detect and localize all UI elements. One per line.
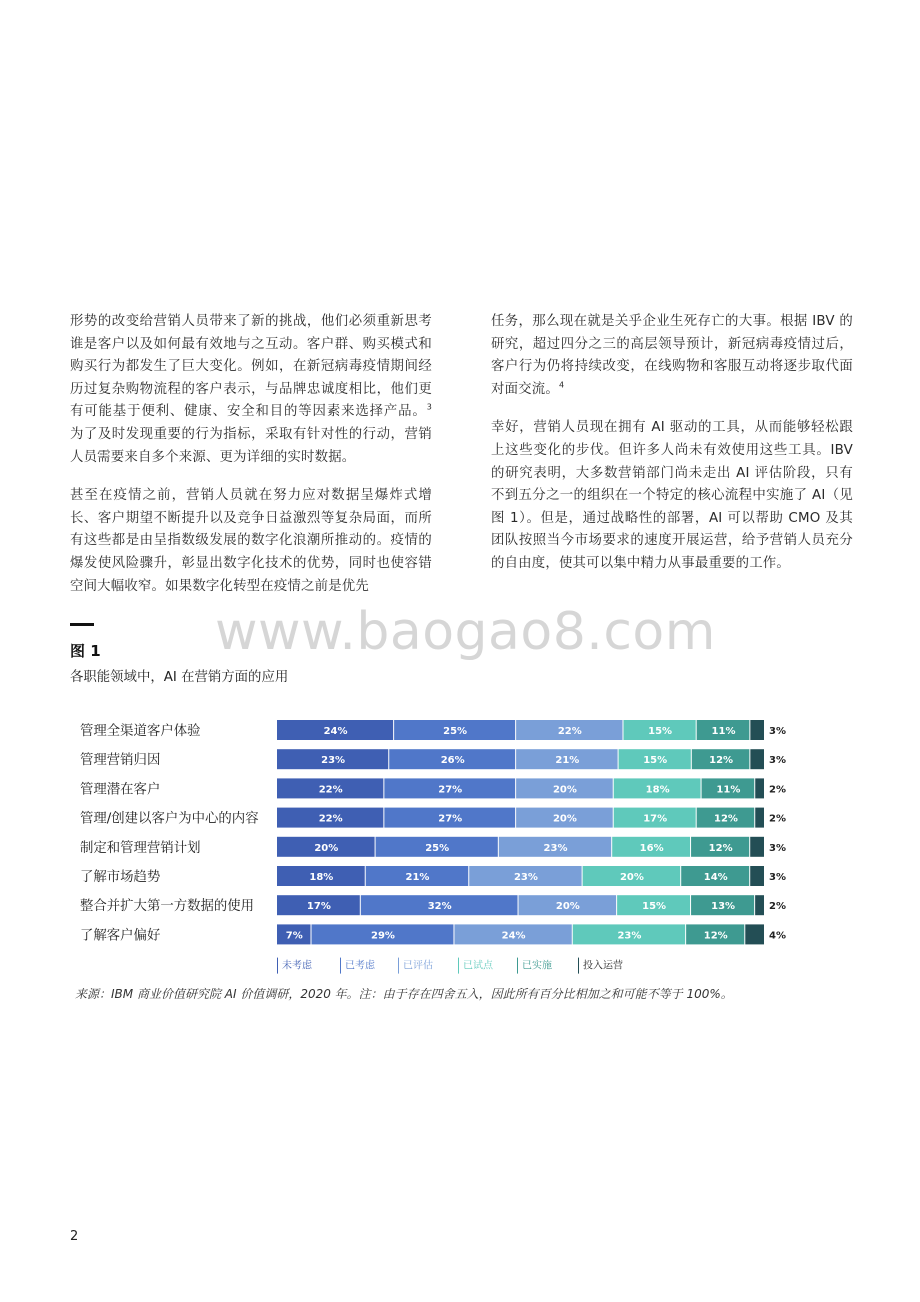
data-label: 18% <box>309 872 334 883</box>
data-label: 16% <box>639 842 664 854</box>
data-label: 20% <box>314 842 339 854</box>
data-label: 11% <box>711 726 736 737</box>
legend-marker <box>458 958 459 974</box>
data-label: 24% <box>501 930 526 942</box>
category-label: 管理全渠道客户体验 <box>80 724 201 739</box>
data-label: 17% <box>643 813 668 825</box>
footnote-ref: 3 <box>426 402 432 412</box>
legend-label: 已试点 <box>463 960 493 972</box>
data-label: 17% <box>306 901 331 913</box>
bar-segment <box>755 895 764 915</box>
data-label: 11% <box>716 784 741 796</box>
data-label: 23% <box>321 755 346 767</box>
legend-marker <box>277 958 278 974</box>
category-label: 整合并扩大第一方数据的使用 <box>80 899 255 915</box>
data-label: 12% <box>708 842 733 854</box>
bar-segment <box>755 778 764 798</box>
page-number: 2 <box>70 1229 79 1244</box>
data-label: 15% <box>643 755 668 767</box>
data-label: 29% <box>371 930 395 942</box>
data-label: 12% <box>709 755 734 767</box>
data-label: 27% <box>438 784 463 796</box>
bar-segment <box>745 924 764 944</box>
data-label: 7% <box>285 930 303 942</box>
data-label: 22% <box>318 813 343 825</box>
bar-segment <box>755 808 764 828</box>
data-label: 3% <box>769 842 786 854</box>
data-label: 14% <box>703 872 728 883</box>
data-label: 25% <box>425 842 450 854</box>
category-label: 管理潜在客户 <box>80 782 161 798</box>
category-label: 了解客户偏好 <box>80 928 161 944</box>
legend-marker <box>398 958 399 974</box>
data-label: 2% <box>769 784 786 796</box>
legend-marker <box>517 958 518 974</box>
data-label: 3% <box>769 872 786 883</box>
legend-label: 投入运营 <box>583 960 623 972</box>
data-label: 32% <box>427 901 452 913</box>
data-label: 23% <box>513 872 538 883</box>
data-label: 2% <box>769 813 786 825</box>
body-paragraph: 幸好，营销人员现在拥有 AI 驱动的工具，从而能够轻松跟上这些变化的步伐。但许多人尚未有效使用这些工具。IBV 的研究表明，大多数营销部门尚未走出 AI 评估阶段，只有不到五分之一的组织在一个特定的核心流程中实施了 AI（见图 1）。但是，通过战略性的部署，AI 可以帮助 CMO 及其团队按照当今市场要求的速度开展运营，给予营销人员充分的自由度，使其可以集中精力从事最重要的工作。 <box>491 420 853 571</box>
bar-segment <box>750 720 764 740</box>
category-label: 管理营销归因 <box>80 753 161 769</box>
data-label: 26% <box>440 755 465 767</box>
data-label: 24% <box>323 726 348 737</box>
data-label: 20% <box>619 872 644 883</box>
data-label: 12% <box>703 930 728 942</box>
data-label: 25% <box>443 726 468 737</box>
bar-segment <box>750 837 764 857</box>
data-label: 3% <box>769 726 786 737</box>
data-label: 3% <box>769 755 786 767</box>
data-label: 4% <box>769 930 786 942</box>
data-label: 20% <box>552 784 577 796</box>
data-label: 20% <box>555 901 580 913</box>
source-note: 来源：IBM 商业价值研究院 AI 价值调研，2020 年。注：由于存在四舍五入，因此所有百分比相加之和可能不等于 100%。 <box>75 987 733 1001</box>
legend-label: 未考虑 <box>282 960 312 972</box>
category-label: 了解市场趋势 <box>80 870 161 885</box>
legend-label: 已实施 <box>522 960 552 972</box>
legend-label: 已评估 <box>403 960 433 972</box>
data-label: 20% <box>552 813 577 825</box>
legend-label: 已考虑 <box>345 960 375 972</box>
footnote-ref: 4 <box>558 380 565 390</box>
data-label: 22% <box>557 726 582 737</box>
bar-segment <box>750 749 764 769</box>
data-label: 22% <box>318 784 343 796</box>
data-label: 23% <box>617 930 642 942</box>
data-label: 21% <box>405 872 430 883</box>
data-label: 12% <box>713 813 738 825</box>
category-label: 制定和管理营销计划 <box>80 840 201 856</box>
data-label: 21% <box>555 755 580 767</box>
data-label: 2% <box>769 901 786 913</box>
data-label: 18% <box>645 784 670 796</box>
category-label: 管理/创建以客户为中心的内容 <box>80 811 259 827</box>
watermark: www.baogao8.com <box>215 602 716 662</box>
legend-marker <box>340 958 341 974</box>
figure-label: 图 1 <box>70 642 101 660</box>
figure-caption: 各职能领域中，AI 在营销方面的应用 <box>70 670 289 685</box>
data-label: 15% <box>648 726 673 737</box>
data-label: 27% <box>438 813 463 825</box>
body-paragraph: 任务，那么现在就是关乎企业生死存亡的大事。根据 IBV 的研究，超过四分之三的高层领导预计，新冠病毒疫情过后，客户行为仍将持续改变，在线购物和客服互动将逐步取代面对面交流。$^4$ <box>491 314 853 397</box>
data-label: 23% <box>543 842 568 854</box>
data-label: 15% <box>642 901 667 913</box>
bar-segment <box>750 866 764 886</box>
legend-marker <box>578 958 579 974</box>
data-label: 13% <box>711 901 736 913</box>
body-paragraph: 形势的改变给营销人员带来了新的挑战，他们必须重新思考谁是客户以及如何最有效地与之互动。客户群、购买模式和购买行为都发生了巨大变化。例如，在新冠病毒疫情期间经历过复杂购物流程的客户表示，与品牌忠诚度相比，他们更有可能基于便利、健康、安全和目的等因素来选择产品。$^3$ 为了及时发现重要的行为指标，采取有针对性的行动，营销人员需要来自多个来源、更为详细的实时数据。 <box>70 314 432 465</box>
body-paragraph: 甚至在疫情之前，营销人员就在努力应对数据呈爆炸式增长、客户期望不断提升以及竞争日益激烈等复杂局面，而所有这些都是由呈指数级发展的数字化浪潮所推动的。疫情的爆发使风险骤升，彰显出数字化技术的优势，同时也使容错空间大幅收窄。如果数字化转型在疫情之前是优先 <box>70 488 432 594</box>
